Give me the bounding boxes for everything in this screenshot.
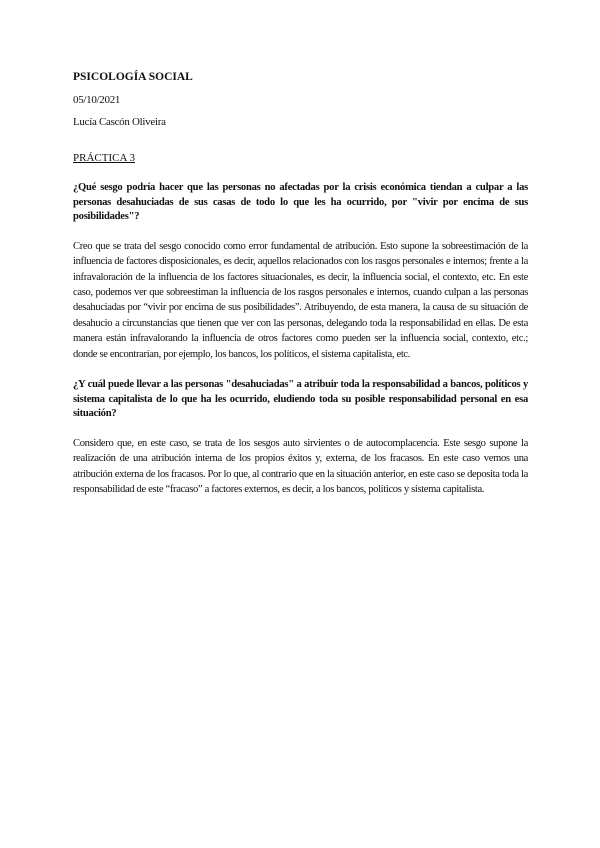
question-1: ¿Qué sesgo podría hacer que las personas no afectadas por la crisis económica tiendan a culpar a las personas desahuciadas de sus casas de todo lo que les ha ocurrido, por "vivir por encima de sus posibilidades"? (73, 182, 528, 223)
subject-heading: PSICOLOGÍA SOCIAL (73, 71, 193, 83)
question-2: ¿Y cuál puede llevar a las personas "desahuciadas" a atribuir toda la responsabilidad a bancos, políticos y sistema capitalista de lo que ha les ocurrido, eludiendo toda su posible responsabilidad personal en esa situación? (73, 379, 528, 420)
answer-2: Considero que, en este caso, se trata de los sesgos auto sirvientes o de autocomplacencia. Este sesgo supone la realización de una atribución interna de los propios éxitos y, externa, de los fracasos. En este caso vemos una atribución externa de los fracasos. Por lo que, al contrario que en la situación anterior, en este caso se deposita toda la responsabilidad de este “fracaso” a factores externos, es decir, a los bancos, políticos y sistema capitalista. (73, 437, 528, 496)
document-body (73, 70, 528, 513)
document-date: 05/10/2021 (73, 94, 121, 106)
answer-1: Creo que se trata del sesgo conocido como error fundamental de atribución. Esto supone la sobreestimación de la influencia de factores disposicionales, es decir, aquellos relacionados con los rasgos personales e internos; frente a la infravaloración de la influencia de los factores situacionales, es decir, la influencia social, el contexto, etc. En este caso, podemos ver que sobreestiman la influencia de los rasgos personales e internos, cuando culpan a las personas desahuciadas por “vivir por encima de sus posibilidades”. Atribuyendo, de esta manera, la causa de su situación de desahucio a circunstancias que tienen que ver con las personas, delegando toda la responsabilidad en ellas. De esta manera están infravalorando la influencia de otros factores como pueden ser la influencia social, contexto, etc.; donde se encontrarían, por ejemplo, los bancos, los políticos, el sistema capitalista, etc. (73, 240, 528, 360)
practice-title: PRÁCTICA 3 (73, 152, 136, 164)
author-name: Lucía Cascón Oliveira (73, 116, 166, 128)
